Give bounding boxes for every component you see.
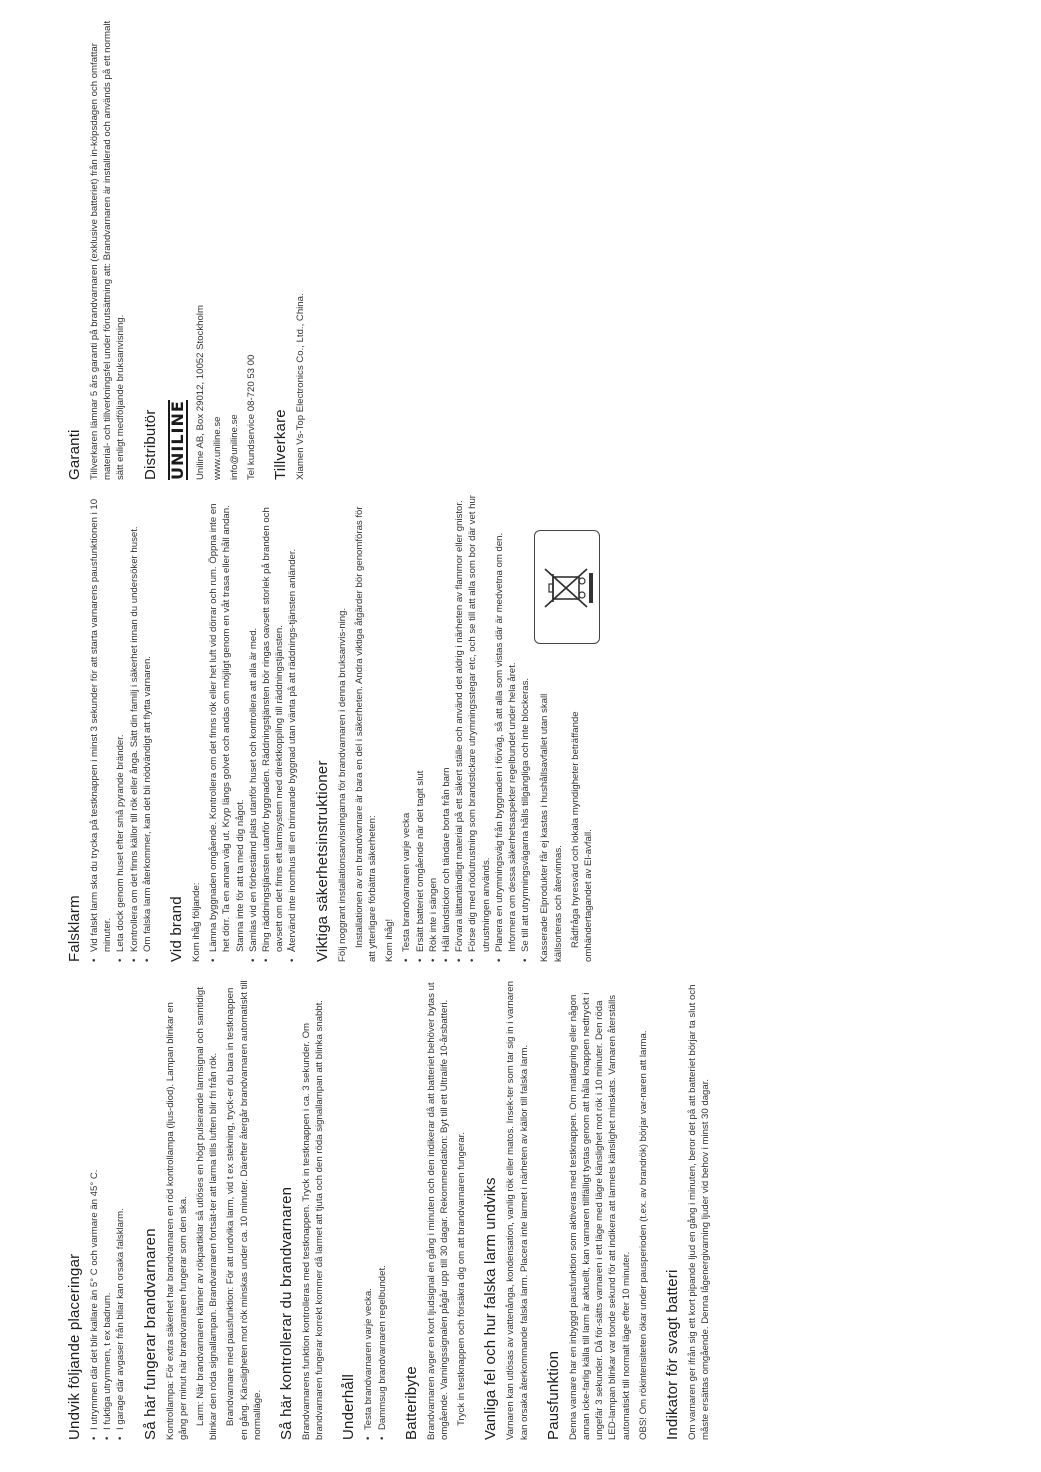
heading-vid-brand: Vid brand (168, 896, 186, 962)
paragraph-pause-function: Denna varnare har en inbyggd pausfunktion som aktiveras med testknappen. Om matlagning eller någon annan icke-farlig källa till larm är aktuellt, kan varnaren tillfälligt tystas genom att hålla knappen nedtryckt i ungefär 3 sekunder. Då för-sätts varnaren i ett läge med lägre känslighet mot rök i 10 minuter. Den röda LED-lampan blinkar var tionde sekund för att indikera att larmets känslighet minskats. Varnaren återställs automatiskt till normalt läge efter 10 minuter. (567, 992, 632, 1440)
list-item: • Återvänd inte inomhus till en brinnande byggnad utan vänta på att räddnings-tjänsten anländer. (286, 494, 299, 962)
heading-how-it-works: Så här fungerar brandvarnaren (141, 1228, 159, 1440)
paragraph-low-battery: Om varnaren ger ifrån sig ett kort pipande ljud en gång i minuten, beror det på att batteriet börjar ta slut och måste ersättas omgående. Denna lågenergivarning ljuder vid behov i minst 30 dagar. (687, 984, 712, 1440)
heading-safety: Viktiga säkerhetsinstruktioner (313, 760, 331, 962)
vid-brand-list (207, 494, 299, 962)
safety-list (400, 494, 532, 962)
paragraph-control-lamp: Kontrollampa: För extra säkerhet har brandvarnaren en röd kontrollampa (ljus-diod). Lampan blinkar en gång per minut när brandvarnaren fungerar som den ska. (164, 1002, 189, 1440)
heading-warranty: Garanti (66, 429, 83, 480)
paragraph-recycling-advice: Rådfråga hyresvärd och lokala myndigheter beträffande omhändertagandet av El-avfall. (569, 711, 595, 962)
distributor-email: info@uniline.se (229, 414, 241, 480)
list-item: • Kontrollera om det finns källor till rök eller ånga. Sätt din familj i säkerhet innan du undersöker huset. (128, 494, 141, 962)
list-item: • Testa brandvarnaren varje vecka (400, 494, 413, 962)
paragraph-safety-1: Följ noggrant installationsanvisningarna för brandvarnaren i denna bruksanvis-ning. (336, 607, 348, 962)
paragraph-check: Brandvarnarens funktion kontrolleras med testknappen. Tryck in testknappen i ca. 3 sekunder. Om brandvarnaren fungerar korrekt kommer då larmet att tjuta och den röda signallampan att blinka snabbt. (301, 1000, 326, 1440)
paragraph-false-alarms: Varnaren kan utlösas av vattenånga, kondensation, vanlig rök eller matos. Insek-ter som tar sig in i varnaren kan orsaka återkommande falska larm. Placera inte larmet i närheten av källor till falska larm. (505, 981, 530, 1440)
column-middle (0, 494, 1041, 962)
manufacturer-name: Xiamen Vs-Top Electronics Co., Ltd., China. (295, 293, 307, 480)
list-item: • Vid falskt larm ska du trycka på testknappen i minst 3 sekunder för att starta varnarens pausfunktionen i 10 minuter. (88, 494, 114, 962)
distributor-website: www.uniline.se (211, 416, 223, 480)
list-item: • Håll tändstickor och tändare borta från barn (440, 494, 453, 962)
uniline-logo: UNILINE (167, 400, 187, 480)
paragraph-recycling: Kasserade Elprodukter får ej kastas i hushållsavfallet utan skall källsorteras och återvinnas. (539, 693, 564, 962)
distributor-phone: Tel kundservice 08-720 53 00 (246, 354, 258, 480)
paragraph-pause: Brandvarnare med pausfunktion: För att undvika larm, vid t ex stekning, tryck-er du bara in testknappen en gång. Känsligheten mot rök minskas under ca. 10 minuter. Därefter återgår brandvarnaren automatiskt till normalläge. (225, 980, 263, 1440)
heading-check: Så här kontrollerar du brandvarnaren (278, 1186, 296, 1440)
heading-placement: Undvik följande placeringar (66, 1253, 83, 1440)
paragraph-alarm: Larm: När brandvarnaren känner av rökpartiklar så utlöses en högt pulserande larmsignal och samtidigt blinkar den röda signallampan. Brandvarnaren fortsät-ter att larma tills luften blir fri från rök. (195, 987, 220, 1440)
list-item: • I utrymmen där det blir kallare än 5° C och varmare än 45° C. (88, 980, 101, 1440)
maintenance-list (362, 980, 388, 1440)
heading-pause-function: Pausfunktion (544, 1350, 562, 1440)
list-item: • Se till att utrymningsvägarna hålls tillgängliga och inte blockeras. (519, 494, 532, 962)
paragraph-safety-2: Installationen av en brandvarnare är bara en del i säkerheten. Andra viktiga åtgärder bör genomföras för att ytterligare förbättra säkerheten: (353, 506, 379, 962)
paragraph-remember: Kom ihåg följande: (191, 882, 203, 962)
list-item: • Leta dock genom huset efter små pyrande bränder. (114, 494, 127, 962)
paragraph-warranty: Tillverkaren lämnar 5 års garanti på brandvarnaren (exklusive batteriet) från in-köpsdagen och omfattar material- och tillverkningsfel under förutsättning att: Brandvarnaren är installerad och används på ett normalt sätt enligt medföljande bruksanvisning. (89, 20, 127, 480)
list-item: • Om falska larm återkommer, kan det bli nödvändigt att flytta varnaren. (141, 494, 154, 962)
placement-list (88, 980, 128, 1440)
list-item: • Ersätt batteriet omgående när det tagit slut (414, 494, 427, 962)
recycling-section (538, 494, 595, 962)
heading-manufacturer: Tillverkare (272, 409, 290, 480)
list-item: • I garage där avgaser från bilar kan orsaka falsklarm. (114, 980, 127, 1440)
distributor-address: Uniline AB, Box 29012, 10052 Stockholm (194, 305, 206, 480)
falsklarm-list (88, 494, 154, 962)
list-item: • Ring räddningstjänsten utanför byggnaden. Räddningstjänsten bör ringas oavsett storlek på branden och oavsett om det finns ett larmsystem med direktkoppling till räddningstjänsten. (260, 494, 286, 962)
list-item: • Dammsug brandvarnaren regelbundet. (376, 980, 389, 1440)
list-item: • Planera en utrymningsväg från byggnaden i förväg, så att alla som vistas där är medvetna om den. Informera om dessa säkerhetsaspekter regelbundet under hela året. (493, 494, 519, 962)
column-right (0, 20, 1041, 480)
crossed-out-bin-icon (541, 561, 593, 613)
heading-maintenance: Underhåll (340, 1373, 358, 1440)
heading-battery: Batteribyte (402, 1366, 420, 1440)
list-item: • Rök inte i sängen (427, 494, 440, 962)
paragraph-battery-test: Tryck in testknappen och försäkra dig om att brandvarnaren fungerar. (456, 1131, 468, 1426)
heading-distributor: Distributör (141, 409, 159, 480)
list-item: • Förse dig med nödutrustning som brandstickare utrymningsstegar etc, och se till att alla som bor där vet hur utrustningen används. (466, 494, 492, 962)
list-item: • Testa brandvarnaren varje vecka. (362, 980, 375, 1440)
list-item: • Samlas vid en förbestämd plats utanför huset och kontrollera att alla är med. (247, 494, 260, 962)
paragraph-remember-2: Kom ihåg! (384, 918, 396, 962)
paragraph-pause-note: OBS! Om rökintensiteten ökar under pausperioden (t.ex. av brandrök) börjar var-naren att larma. (637, 1030, 649, 1440)
weee-symbol-box (534, 530, 600, 644)
list-item: • Förvara lättantändligt material på ett säkert ställe och använd det aldrig i närheten av flammor eller gnistor. (453, 494, 466, 962)
heading-falsklarm: Falsklarm (66, 895, 83, 962)
heading-false-alarms: Vanliga fel och hur falska larm undviks (482, 1177, 500, 1440)
column-left (0, 980, 1041, 1440)
list-item: • Lämna byggnaden omgående. Kontrollera om det finns rök eller het luft vid dörrar och rum. Öppna inte en het dörr. Ta en annan väg ut. Kryp längs golvet och andas om möjligt genom en våt trasa eller håll andan. Stanna inte för att ta med dig något. (207, 494, 247, 962)
heading-low-battery: Indikator för svagt batteri (664, 1269, 682, 1440)
list-item: • I fuktiga utrymmen, t ex badrum. (101, 980, 114, 1440)
paragraph-battery: Brandvarnaren avger en kort ljudsignal en gång i minuten och den indikerar då att batteriet behöver bytas ut omgående. Varningssignalen pågår upp till 30 dagar. Rekommendation: Byt till ett Ultralife 10-årsbatteri. (425, 982, 451, 1440)
